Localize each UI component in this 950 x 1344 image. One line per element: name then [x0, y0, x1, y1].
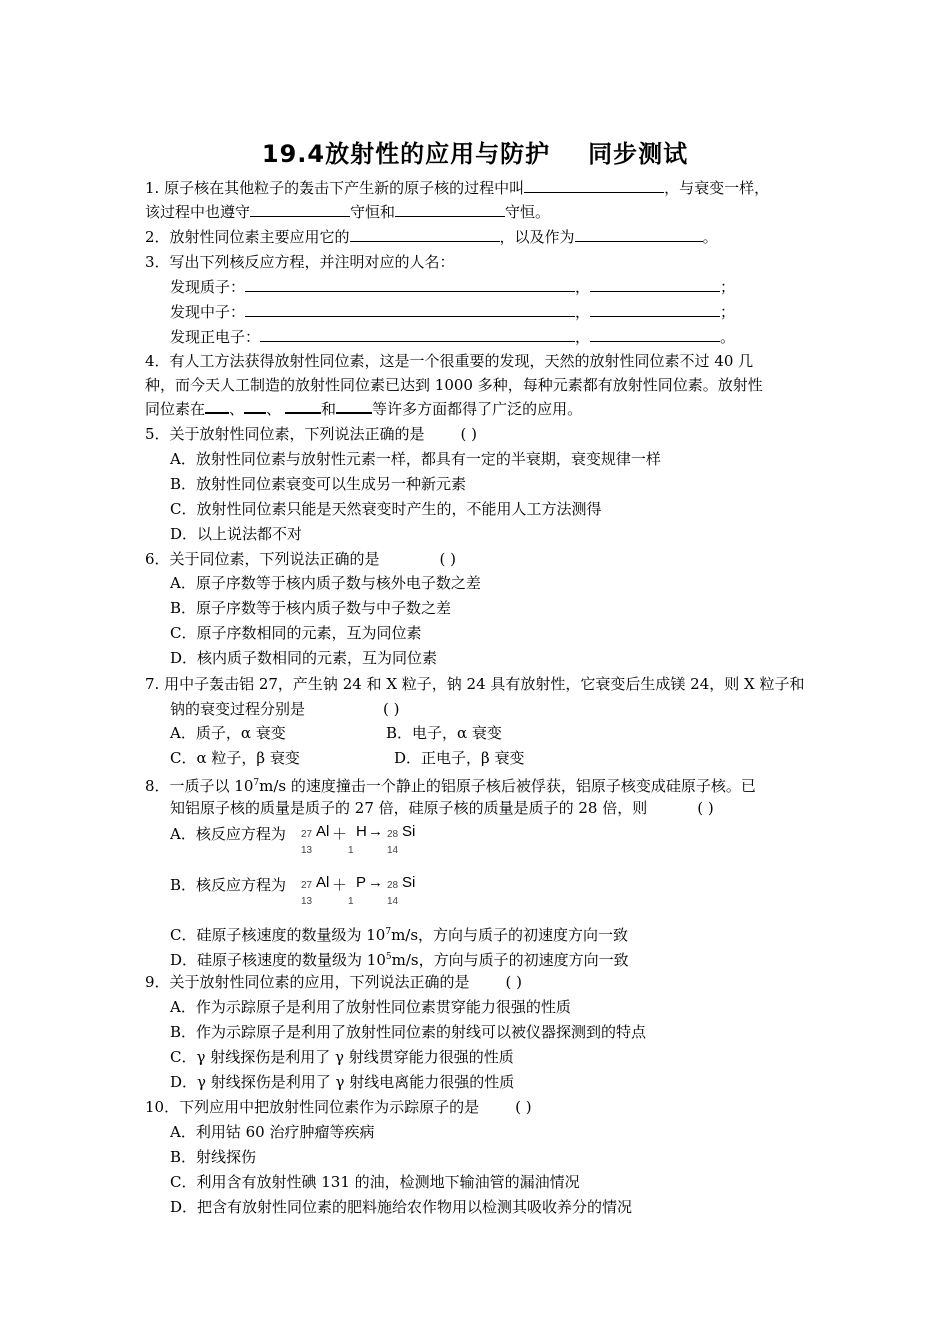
- q2-blank-2[interactable]: [575, 226, 703, 242]
- q7-option-d: D．正电子，β 衰变: [394, 749, 525, 767]
- q4-text: 4．有人工方法获得放射性同位素，这是一个很重要的发现，天然的放射性同位素不过 40 几: [145, 352, 754, 370]
- q3-blank-proton-name[interactable]: [590, 276, 720, 292]
- q3-label-neutron: 发现中子：: [170, 303, 246, 321]
- q8-option-d: [170, 945, 840, 969]
- q5-stem: [145, 422, 815, 446]
- q3-semi: ；: [720, 278, 736, 296]
- q7-option-a: A．质子，α 衰变: [170, 724, 286, 742]
- q4-line-3: [145, 397, 815, 421]
- q5-option-c: [170, 497, 840, 521]
- nuclide-atomic-number: 13: [301, 896, 313, 907]
- q4-text: 等许多方面都得了广泛的应用。: [372, 400, 583, 418]
- plus-sign: ＋: [332, 826, 348, 843]
- nuclide-mass-number: 28: [387, 880, 399, 891]
- q1-text: 守恒。: [505, 203, 551, 221]
- option-text: C．γ 射线探伤是利用了 γ 射线贯穿能力很强的性质: [170, 1048, 514, 1066]
- q3-proton-line: [170, 275, 840, 299]
- nuclide-symbol: Si: [402, 874, 416, 891]
- q7-line-1: [145, 672, 815, 696]
- nuclide-atomic-number: 14: [387, 845, 399, 856]
- option-text: C．原子序数相同的元素，互为同位素: [170, 624, 422, 642]
- q9-stem-text: 9．关于放射性同位素的应用，下列说法正确的是: [145, 973, 470, 991]
- q5-option-b: [170, 472, 840, 496]
- option-text: B．放射性同位素衰变可以生成另一种新元素: [170, 475, 467, 493]
- nuclide-atomic-number: 14: [387, 896, 399, 907]
- option-text: B．作为示踪原子是利用了放射性同位素的射线可以被仪器探测到的特点: [170, 1023, 647, 1041]
- nuclide-atomic-number: 1: [348, 896, 354, 907]
- q3-stem-text: 3．写出下列核反应方程，并注明对应的人名：: [145, 253, 455, 271]
- q4-blank-1[interactable]: [205, 397, 229, 414]
- q4-blank-3[interactable]: [285, 397, 321, 414]
- q6-stem: [145, 547, 815, 571]
- nuclide-symbol: Al: [316, 823, 330, 840]
- q10-answer-paren[interactable]: ( ): [515, 1098, 532, 1116]
- q5-option-d: [170, 522, 840, 546]
- option-text: C．放射性同位素只能是天然衰变时产生的，不能用人工方法测得: [170, 500, 602, 518]
- q4-sep: 、: [266, 400, 282, 418]
- q3-end: 。: [720, 328, 736, 346]
- q4-text: 同位素在: [145, 400, 206, 418]
- q7-options-cd: [170, 746, 840, 770]
- option-text: D．把含有放射性同位素的肥料施给农作物用以检测其吸收养分的情况: [170, 1198, 633, 1216]
- q2-text: ，以及作为: [499, 228, 575, 246]
- q2-blank-1[interactable]: [350, 226, 500, 242]
- q8-answer-paren[interactable]: ( ): [697, 799, 714, 817]
- q4-and: 和: [321, 400, 337, 418]
- q7-answer-paren[interactable]: ( ): [383, 700, 400, 718]
- q10-option-a: [170, 1120, 840, 1144]
- q6-option-a: [170, 571, 840, 595]
- q6-option-d: [170, 646, 840, 670]
- nuclide-mass-number: 28: [387, 829, 399, 840]
- option-text: C．利用含有放射性碘 131 的油，检测地下输油管的漏油情况: [170, 1173, 580, 1191]
- plus-sign: ＋: [332, 877, 348, 894]
- q9-option-c: [170, 1045, 840, 1069]
- option-text: D．硅原子核速度的数量级为 10: [170, 951, 386, 969]
- q3-blank-neutron-eq[interactable]: [245, 301, 575, 317]
- q4-sep: 、: [229, 400, 245, 418]
- q7-option-c: C．α 粒子，β 衰变: [170, 749, 300, 767]
- q1-blank-3[interactable]: [395, 201, 505, 217]
- q2-text: 2．放射性同位素主要应用它的: [145, 228, 350, 246]
- q8-text: 知铝原子核的质量是质子的 27 倍，硅原子核的质量是质子的 28 倍，则: [170, 799, 648, 817]
- nuclide-symbol: Al: [316, 874, 330, 891]
- option-text: D．以上说法都不对: [170, 525, 303, 543]
- q8-option-b-label: B．核反应方程为: [170, 876, 287, 894]
- option-text: A．原子序数等于核内质子数与核外电子数之差: [170, 574, 481, 592]
- nuclide-symbol: H: [356, 823, 367, 840]
- q4-blank-2[interactable]: [244, 397, 266, 414]
- q10-stem-text: 10．下列应用中把放射性同位素作为示踪原子的是: [145, 1098, 480, 1116]
- page-title: [0, 134, 950, 169]
- q7-text: 7. 用中子轰击铝 27，产生钠 24 和 X 粒子，钠 24 具有放射性，它衰变后生成镁 24，则 X 粒子和: [145, 675, 805, 693]
- option-text: A．作为示踪原子是利用了放射性同位素贯穿能力很强的性质: [170, 998, 571, 1016]
- q6-option-c: [170, 621, 840, 645]
- q9-stem: [145, 970, 815, 994]
- q1-blank-1[interactable]: [524, 177, 664, 193]
- q5-option-a: [170, 447, 840, 471]
- q3-positron-line: [170, 325, 840, 349]
- q9-option-a: [170, 995, 840, 1019]
- option-text: D．γ 射线探伤是利用了 γ 射线电离能力很强的性质: [170, 1073, 515, 1091]
- q7-options-ab: [170, 721, 840, 745]
- q3-blank-positron-name[interactable]: [590, 326, 720, 342]
- q3-label-positron: 发现正电子：: [170, 328, 261, 346]
- title-main: 19.4放射性的应用与防护: [261, 140, 551, 168]
- q3-semi: ；: [720, 303, 736, 321]
- q1-line-1: [145, 176, 815, 200]
- q6-option-b: [170, 596, 840, 620]
- nuclide-mass-number: 27: [301, 829, 313, 840]
- q6-stem-text: 6．关于同位素，下列说法正确的是: [145, 550, 380, 568]
- q3-comma: ，: [575, 278, 591, 296]
- nuclide-mass-number: 27: [301, 880, 313, 891]
- title-sub: 同步测试: [588, 140, 689, 168]
- option-text: B．原子序数等于核内质子数与中子数之差: [170, 599, 452, 617]
- q8-option-b: [170, 874, 570, 914]
- q2-text: 。: [702, 228, 718, 246]
- q1-blank-2[interactable]: [250, 201, 350, 217]
- q1-text: ，与衰变一样，: [664, 179, 770, 197]
- q8-option-a: [170, 823, 570, 863]
- q1-text: 1. 原子核在其他粒子的轰击下产生新的原子核的过程中叫: [145, 179, 525, 197]
- q7-line-2: [170, 697, 840, 721]
- q5-stem-text: 5．关于放射性同位素，下列说法正确的是: [145, 425, 425, 443]
- q8-option-a-label: A．核反应方程为: [170, 825, 286, 843]
- q3-neutron-line: [170, 300, 840, 324]
- q4-line-1: [145, 349, 815, 373]
- q7-option-b: B．电子，α 衰变: [386, 724, 502, 742]
- q9-option-b: [170, 1020, 840, 1044]
- q4-line-2: [145, 373, 815, 397]
- option-text: A．利用钴 60 治疗肿瘤等疾病: [170, 1123, 375, 1141]
- q4-text: 种，而今天人工制造的放射性同位素已达到 1000 多种，每种元素都有放射性同位素。放射性: [145, 376, 763, 394]
- q10-option-d: [170, 1195, 840, 1219]
- reaction-arrow: →: [368, 823, 383, 840]
- nuclide-atomic-number: 1: [348, 845, 354, 856]
- nuclide-symbol: P: [356, 874, 367, 891]
- q3-stem: [145, 250, 815, 274]
- q6-answer-paren[interactable]: ( ): [439, 550, 457, 568]
- q1-line-2: [145, 200, 815, 224]
- q3-blank-proton-eq[interactable]: [245, 276, 575, 292]
- q2-line: [145, 225, 815, 249]
- reaction-arrow: →: [368, 874, 383, 891]
- q10-option-c: [170, 1170, 840, 1194]
- q9-option-d: [170, 1070, 840, 1094]
- q1-text: 守恒和: [350, 203, 396, 221]
- q7-text: 钠的衰变过程分别是: [170, 700, 306, 718]
- q3-label-proton: 发现质子：: [170, 278, 246, 296]
- option-text: m/s，方向与质子的初速度方向一致: [391, 926, 629, 944]
- q8-exponent: 5: [385, 952, 392, 962]
- q8-line-2: [170, 796, 840, 820]
- q10-option-b: [170, 1145, 840, 1169]
- q8-text: 8．一质子以 10: [145, 777, 254, 795]
- q3-blank-neutron-name[interactable]: [590, 301, 720, 317]
- q8-exponent: 7: [385, 927, 392, 937]
- q9-answer-paren[interactable]: ( ): [505, 973, 523, 991]
- q8-text: m/s 的速度撞击一个静止的铝原子核后被俘获，铝原子核变成硅原子核。已: [259, 777, 756, 795]
- q3-comma: ，: [575, 303, 591, 321]
- q10-stem: [145, 1095, 815, 1119]
- option-text: C．硅原子核速度的数量级为 10: [170, 926, 386, 944]
- q4-blank-4[interactable]: [336, 397, 372, 414]
- option-text: A．放射性同位素与放射性元素一样，都具有一定的半衰期，衰变规律一样: [170, 450, 661, 468]
- q1-text: 该过程中也遵守: [145, 203, 251, 221]
- q8-option-c: [170, 920, 840, 944]
- option-text: B．射线探伤: [170, 1148, 257, 1166]
- q8-line-1: [145, 771, 815, 795]
- nuclide-atomic-number: 13: [301, 845, 313, 856]
- q8-exponent: 7: [253, 778, 260, 788]
- q5-answer-paren[interactable]: ( ): [460, 425, 478, 443]
- nuclide-symbol: Si: [402, 823, 416, 840]
- option-text: m/s，方向与质子的初速度方向一致: [391, 951, 629, 969]
- q3-blank-positron-eq[interactable]: [260, 326, 575, 342]
- q3-comma: ，: [575, 328, 591, 346]
- option-text: D．核内质子数相同的元素，互为同位素: [170, 649, 438, 667]
